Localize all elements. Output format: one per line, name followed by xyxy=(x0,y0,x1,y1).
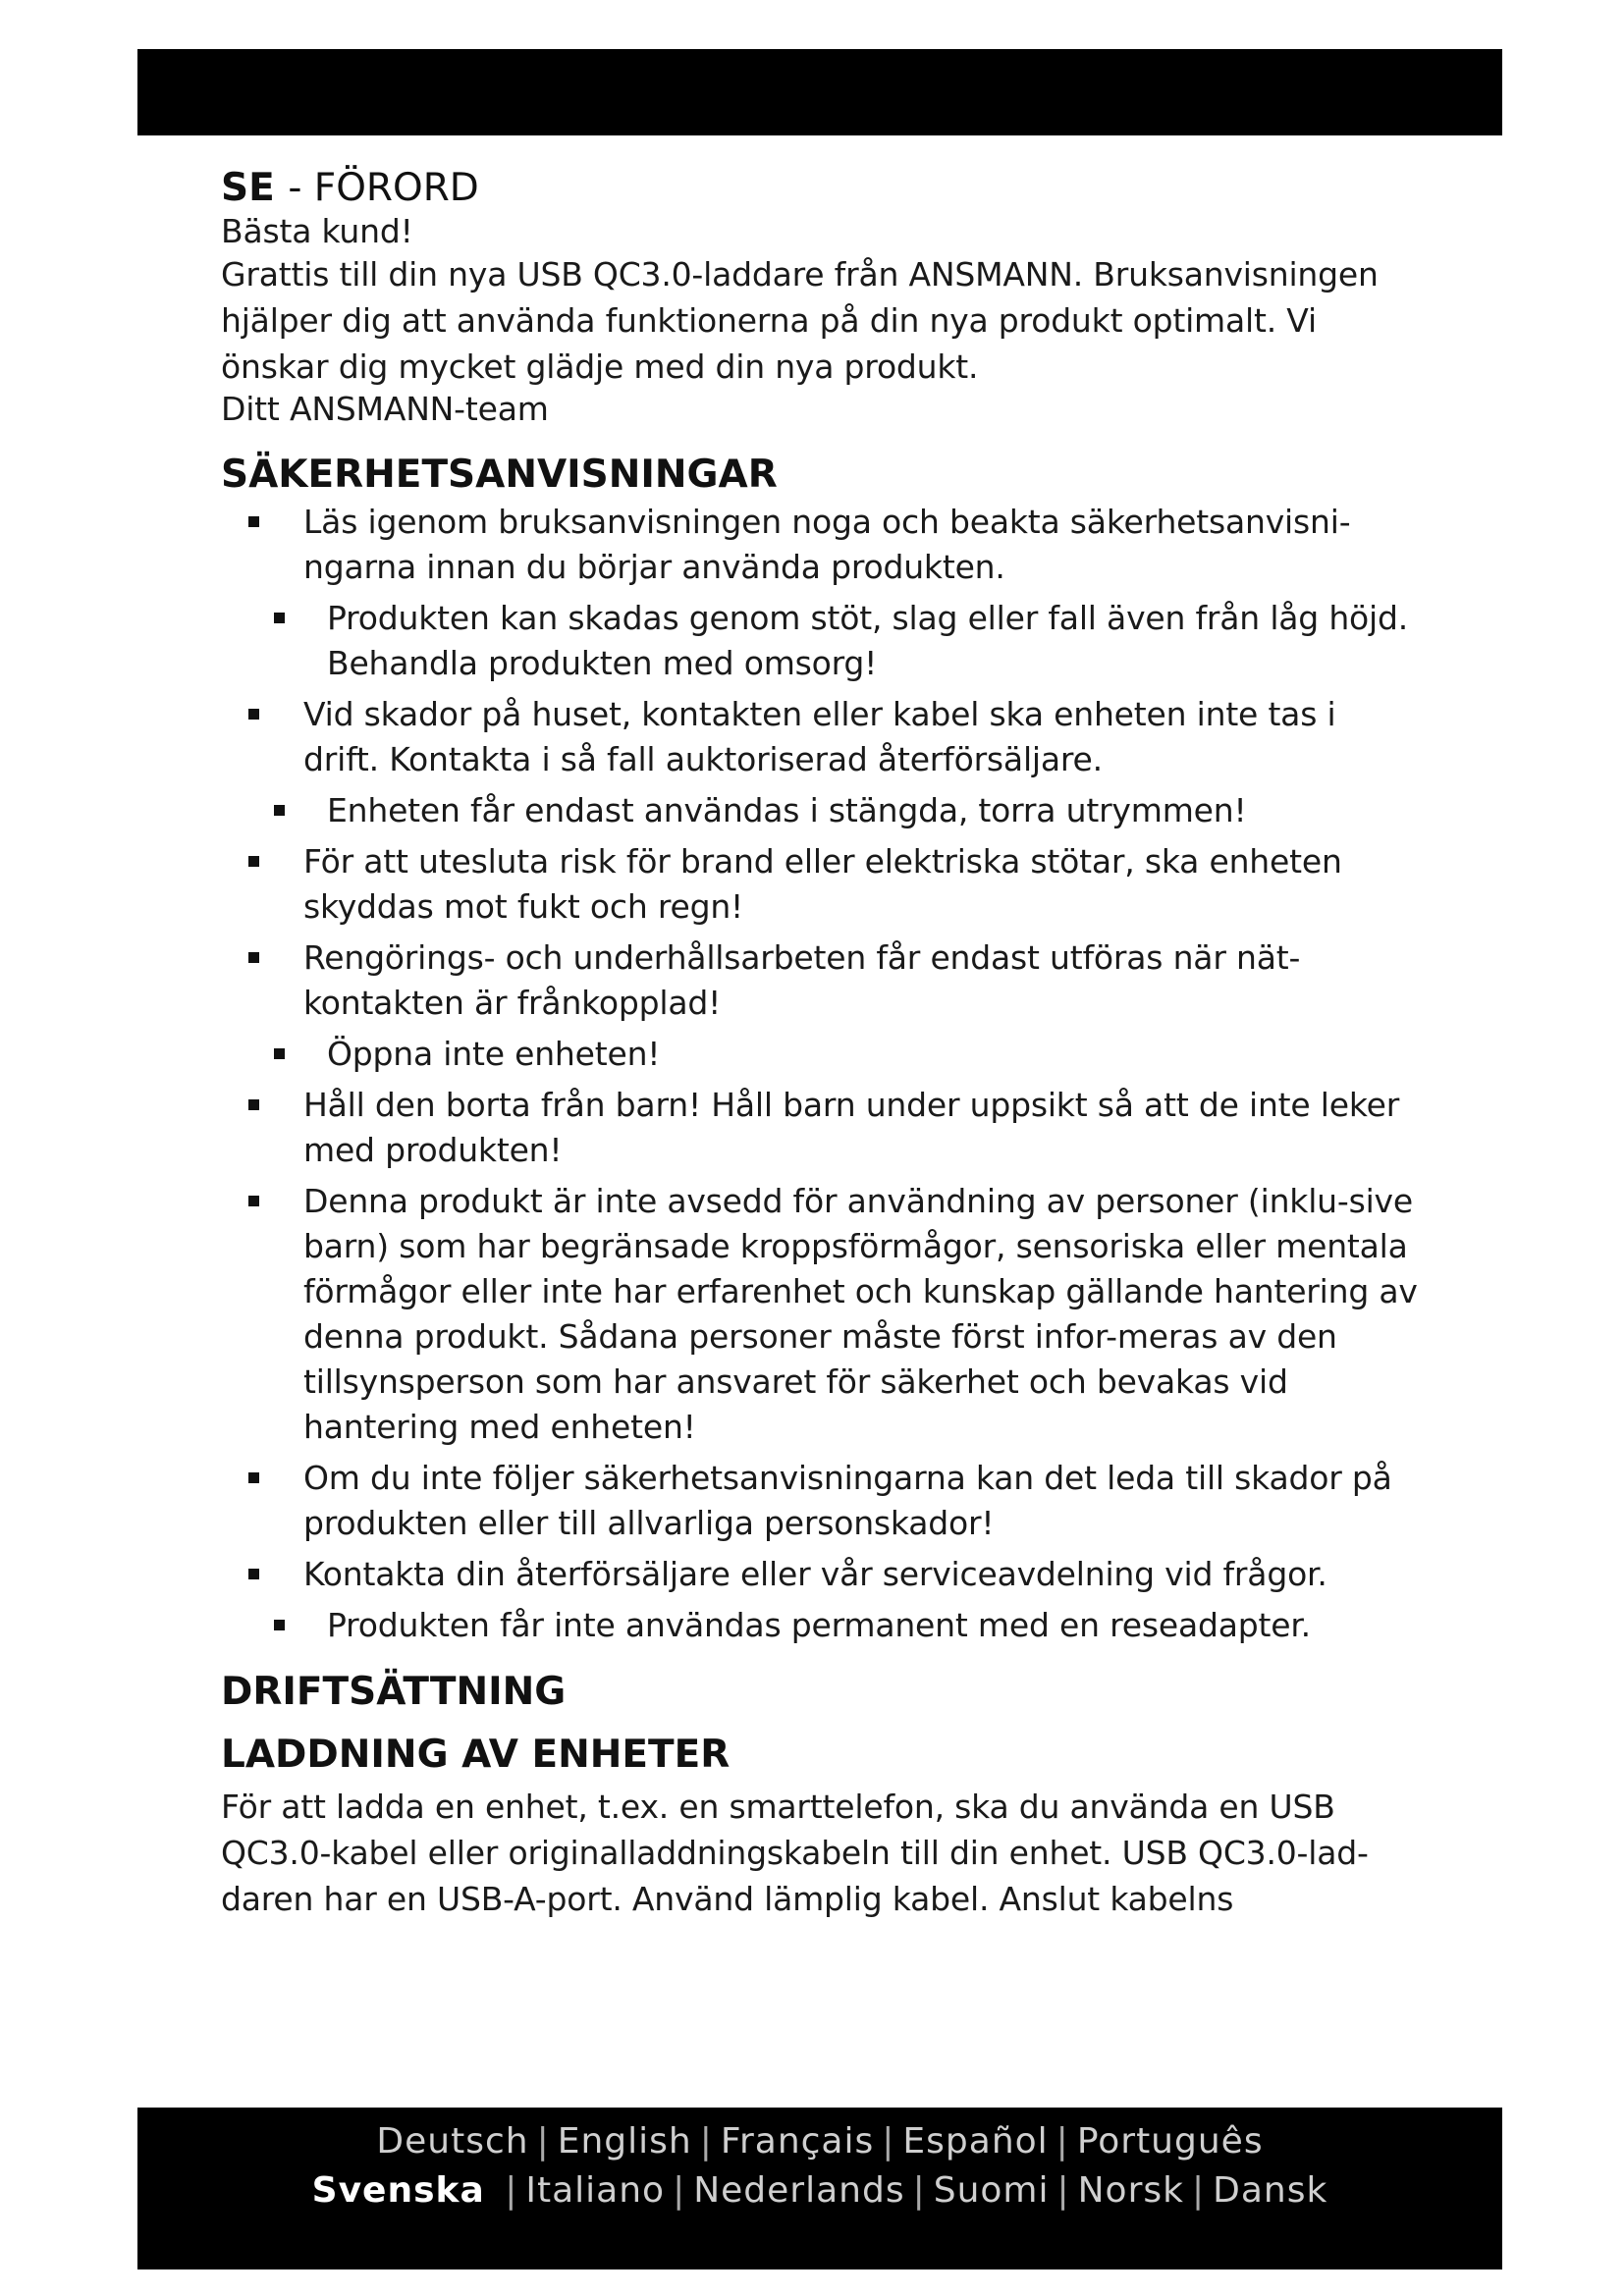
safety-item-text: Kontakta din återförsäljare eller vår serviceavdelning vid frågor. xyxy=(303,1555,1327,1593)
safety-list-item xyxy=(221,788,1419,833)
language-link[interactable]: Italiano xyxy=(525,2170,666,2211)
bullet-square-icon xyxy=(248,516,259,527)
language-footer xyxy=(137,2108,1502,2269)
intro-body: Grattis till din nya USB QC3.0-laddare från ANSMANN. Bruksanvisningen hjälper dig att använda funktionerna på din nya produkt optimalt. Vi önskar dig mycket glädje med din nya produkt. xyxy=(221,255,1379,386)
language-separator: | xyxy=(505,2170,518,2211)
top-black-bar xyxy=(137,49,1502,135)
safety-list-item xyxy=(221,1083,1419,1173)
charging-heading: LADDNING AV ENHETER xyxy=(221,1733,731,1777)
safety-item-text: Vid skador på huset, kontakten eller kabel ska enheten inte tas i drift. Kontakta i så fall auktoriserad återförsäljare. xyxy=(303,695,1336,778)
safety-item-text: Rengörings- och underhållsarbeten får endast utföras när nät-kontakten är frånkopplad! xyxy=(303,938,1301,1022)
bullet-square-icon xyxy=(248,1569,259,1579)
language-separator: | xyxy=(1056,2121,1069,2162)
language-link[interactable]: Norsk xyxy=(1077,2170,1184,2211)
language-separator: | xyxy=(536,2121,550,2162)
bullet-square-icon xyxy=(248,952,259,963)
language-separator: | xyxy=(1056,2170,1070,2211)
operation-heading: DRIFTSÄTTNING xyxy=(221,1670,567,1714)
bullet-square-icon xyxy=(248,709,259,720)
bullet-square-icon xyxy=(248,1196,259,1206)
safety-item-text: Läs igenom bruksanvisningen noga och beakta säkerhetsanvisni-ngarna innan du börjar använda produkten. xyxy=(303,503,1351,586)
language-link[interactable]: Português xyxy=(1076,2121,1264,2162)
language-separator: | xyxy=(699,2121,713,2162)
language-link[interactable]: Dansk xyxy=(1213,2170,1328,2211)
page-title xyxy=(221,165,1419,212)
safety-item-text: Håll den borta från barn! Håll barn under uppsikt så att de inte leker med produkten! xyxy=(303,1086,1400,1169)
language-separator: | xyxy=(912,2170,926,2211)
safety-item-text: För att utesluta risk för brand eller elektriska stötar, ska enheten skyddas mot fukt och regn! xyxy=(303,842,1342,926)
safety-list-item xyxy=(221,1179,1419,1450)
safety-item-text: Denna produkt är inte avsedd för användning av personer (inklu-sive barn) som har begränsade kroppsförmågor, sensoriska eller mentala förmågor eller inte har erfarenhet och kunskap gällande hantering av denna produkt. Sådana personer måste först infor-meras av den tillsynsperson som har ansvaret för säkerhet och bevakas vid hantering med enheten! xyxy=(303,1182,1418,1446)
safety-list-item xyxy=(221,1456,1419,1546)
greeting: Bästa kund! xyxy=(221,212,413,250)
safety-list-item xyxy=(221,839,1419,930)
language-row-1 xyxy=(137,2117,1502,2166)
language-row-2 xyxy=(137,2166,1502,2216)
safety-item-text: Produkten kan skadas genom stöt, slag eller fall även från låg höjd. Behandla produkten med omsorg! xyxy=(327,599,1409,682)
safety-item-text: Om du inte följer säkerhetsanvisningarna kan det leda till skador på produkten eller till allvarliga personskador! xyxy=(303,1459,1392,1542)
language-link[interactable]: Français xyxy=(720,2121,875,2162)
bullet-square-icon xyxy=(248,1472,259,1483)
language-link[interactable]: Español xyxy=(902,2121,1049,2162)
safety-item-text: Enheten får endast användas i stängda, torra utrymmen! xyxy=(327,791,1247,829)
safety-list-item xyxy=(221,596,1419,686)
safety-list-item xyxy=(221,692,1419,782)
safety-list-item xyxy=(221,500,1419,590)
language-link[interactable]: Nederlands xyxy=(693,2170,905,2211)
bullet-square-icon xyxy=(248,1099,259,1110)
safety-list-item xyxy=(221,935,1419,1026)
intro-section xyxy=(221,212,1419,429)
bullet-square-icon xyxy=(274,613,285,623)
language-link[interactable]: Suomi xyxy=(933,2170,1050,2211)
signature: Ditt ANSMANN-team xyxy=(221,390,549,428)
safety-list-item xyxy=(221,1032,1419,1077)
safety-list-item xyxy=(221,1603,1419,1648)
bullet-square-icon xyxy=(274,1048,285,1059)
bullet-square-icon xyxy=(248,856,259,867)
safety-list-item xyxy=(221,1552,1419,1597)
safety-heading: SÄKERHETSANVISNINGAR xyxy=(221,453,778,497)
language-link[interactable]: Deutsch xyxy=(376,2121,529,2162)
document-content xyxy=(221,165,1419,1922)
charging-body: För att ladda en enhet, t.ex. en smarttelefon, ska du använda en USB QC3.0-kabel eller originalladdningskabeln till din enhet. USB QC3.0-lad-daren har en USB-A-port. Använd lämplig kabel. Anslut kabelns xyxy=(221,1788,1369,1918)
language-code: SE xyxy=(221,166,275,210)
bullet-square-icon xyxy=(274,1620,285,1630)
safety-item-text: Öppna inte enheten! xyxy=(327,1035,661,1073)
language-separator: | xyxy=(882,2121,895,2162)
bullet-square-icon xyxy=(274,805,285,816)
language-link-active[interactable]: Svenska xyxy=(311,2170,485,2211)
language-separator: | xyxy=(673,2170,686,2211)
safety-item-text: Produkten får inte användas permanent med en reseadapter. xyxy=(327,1606,1311,1644)
language-link[interactable]: English xyxy=(557,2121,692,2162)
safety-list xyxy=(221,500,1419,1648)
title-text: - FÖRORD xyxy=(288,166,479,210)
language-separator: | xyxy=(1191,2170,1206,2211)
